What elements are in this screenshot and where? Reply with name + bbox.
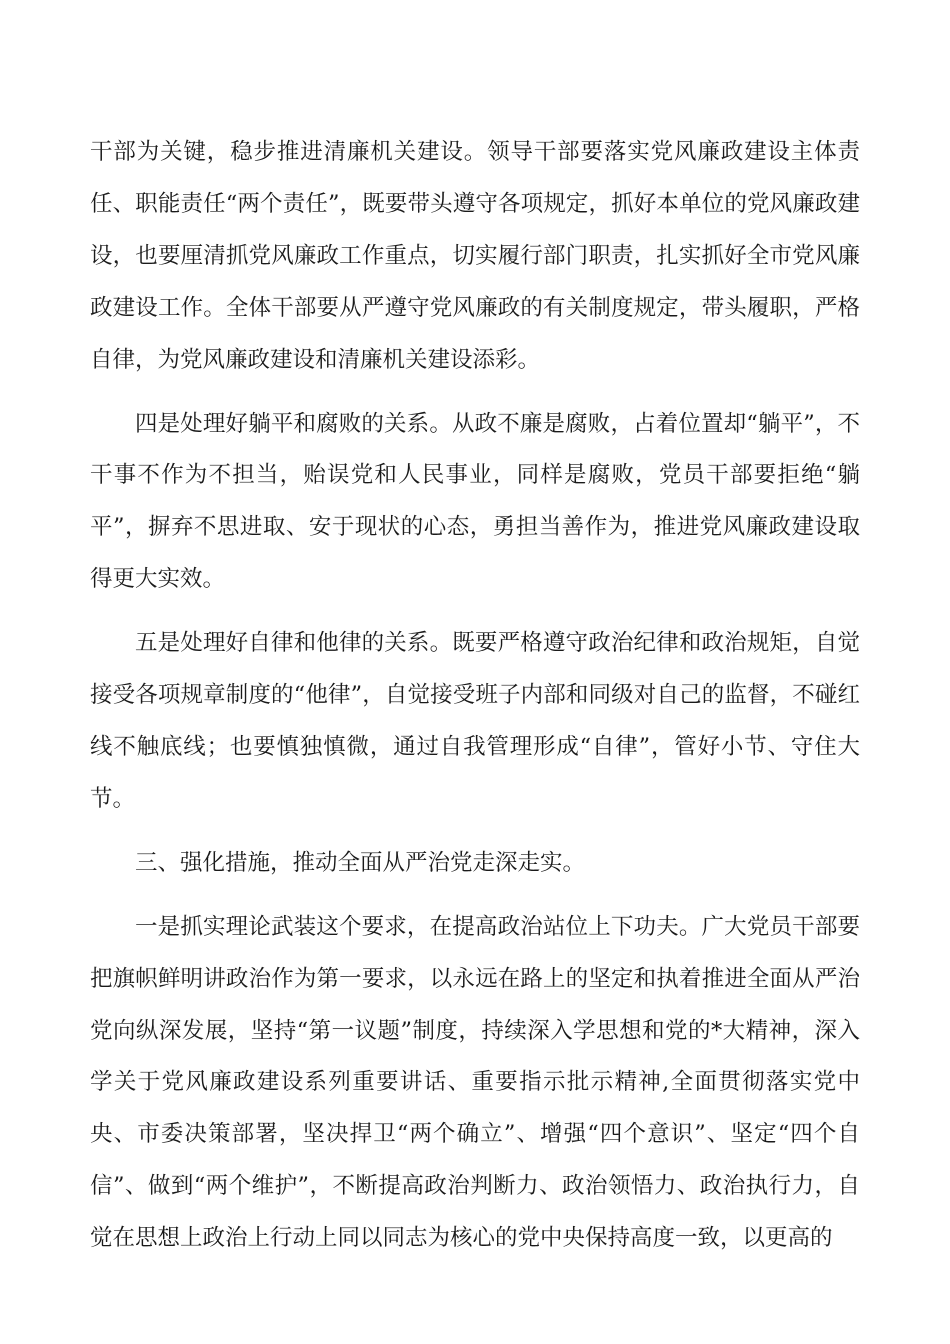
section-heading-three: 三、强化措施，推动全面从严治党走深走实。 xyxy=(135,849,586,876)
document-body xyxy=(90,127,860,1265)
paragraph-point-five: 五是处理好自律和他律的关系。既要严格遵守政治纪律和政治规矩，自觉接受各项规章制度的“他律”，自觉接受班子内部和同级对自己的监督，不碰红线不触底线；也要慎独慎微，通过自我管理形成“自律”，管好小节、守住大节。 xyxy=(90,630,860,812)
paragraph-continuation: 干部为关键，稳步推进清廉机关建设。领导干部要落实党风廉政建设主体责任、职能责任“两个责任”，既要带头遵守各项规定，抓好本单位的党风廉政建设，也要厘清抓党风廉政工作重点，切实履行部门职责，扎实抓好全市党风廉政建设工作。全体干部要从严遵守党风廉政的有关制度规定，带头履职，严格自律，为党风廉政建设和清廉机关建设添彩。 xyxy=(90,139,860,373)
paragraph-gap xyxy=(90,387,860,399)
paragraph-gap xyxy=(90,606,860,618)
paragraph-point-four: 四是处理好躺平和腐败的关系。从政不廉是腐败，占着位置却“躺平”，不干事不作为不担当，贻误党和人民事业，同样是腐败，党员干部要拒绝“躺平”，摒弃不思进取、安于现状的心态，勇担当善作为，推进党风廉政建设取得更大实效。 xyxy=(90,410,860,593)
paragraph-gap xyxy=(90,826,860,838)
paragraph-point-one: 一是抓实理论武装这个要求，在提高政治站位上下功夫。广大党员干部要把旗帜鲜明讲政治作为第一要求，以永远在路上的坚定和执着推进全面从严治党向纵深发展，坚持“第一议题”制度，持续深入学思想和党的*大精神，深入学关于党风廉政建设系列重要讲话、重要指示批示精神,全面贯彻落实党中央、市委决策部署，坚决捍卫“两个确立”、增强“四个意识”、坚定“四个自信”、做到“两个维护”，不断提高政治判断力、政治领悟力、政治执行力，自觉在思想上政治上行动上同以同志为核心的党中央保持高度一致，以更高的 xyxy=(90,913,860,1252)
paragraph-gap xyxy=(90,890,860,902)
